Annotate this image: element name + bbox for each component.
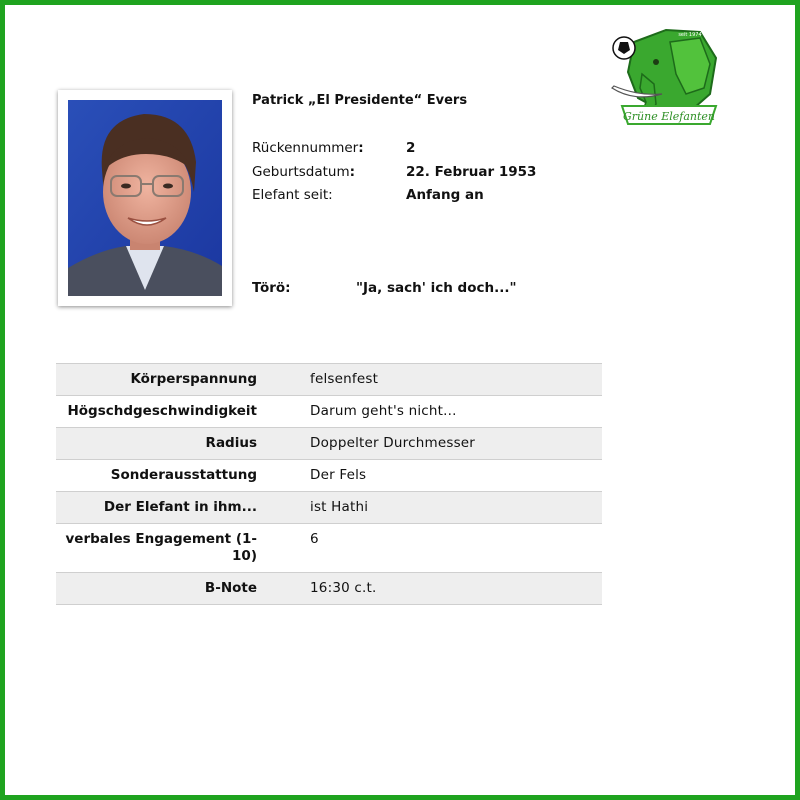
since-value: Anfang an — [406, 187, 484, 203]
attributes-table — [56, 363, 602, 605]
attribute-value: ist Hathi — [310, 499, 369, 515]
table-row — [56, 428, 602, 460]
attribute-value: felsenfest — [310, 371, 379, 387]
attribute-key: Körperspannung — [130, 371, 257, 387]
attribute-value: Der Fels — [310, 467, 367, 483]
table-row — [56, 364, 602, 396]
since-label: Elefant seit: — [252, 187, 333, 203]
player-photo-card — [58, 90, 232, 306]
player-photo — [68, 100, 222, 296]
attribute-key: verbales Engagement (1-10) — [65, 531, 257, 564]
attribute-value: 6 — [310, 531, 319, 547]
attribute-key: B-Note — [204, 580, 257, 596]
attribute-key: Sonderausstattung — [110, 467, 257, 483]
toro-label: Törö: — [252, 280, 291, 296]
club-logo — [604, 24, 728, 134]
table-row — [56, 460, 602, 492]
attribute-value: 16:30 c.t. — [310, 580, 377, 596]
birth-label: Geburtsdatum: — [252, 164, 356, 180]
attribute-value: Darum geht's nicht... — [310, 403, 457, 419]
attribute-key: Der Elefant in ihm... — [103, 499, 257, 515]
logo-top-text: seit 1974 — [678, 32, 702, 38]
number-label: Rückennummer: — [252, 140, 364, 156]
toro-row — [252, 280, 517, 296]
table-row — [56, 524, 602, 573]
player-name: Patrick „El Presidente“ Evers — [252, 93, 468, 108]
attribute-value: Doppelter Durchmesser — [310, 435, 476, 451]
birth-value: 22. Februar 1953 — [406, 164, 537, 180]
table-row — [56, 573, 602, 605]
logo-banner-text: Grüne Elefanten — [622, 110, 716, 123]
attribute-key: Radius — [205, 435, 257, 451]
number-value: 2 — [406, 140, 416, 156]
table-row — [56, 396, 602, 428]
table-row — [56, 492, 602, 524]
toro-value: "Ja, sach' ich doch..." — [356, 280, 517, 296]
attribute-key: Högschdgeschwindigkeit — [67, 403, 257, 419]
